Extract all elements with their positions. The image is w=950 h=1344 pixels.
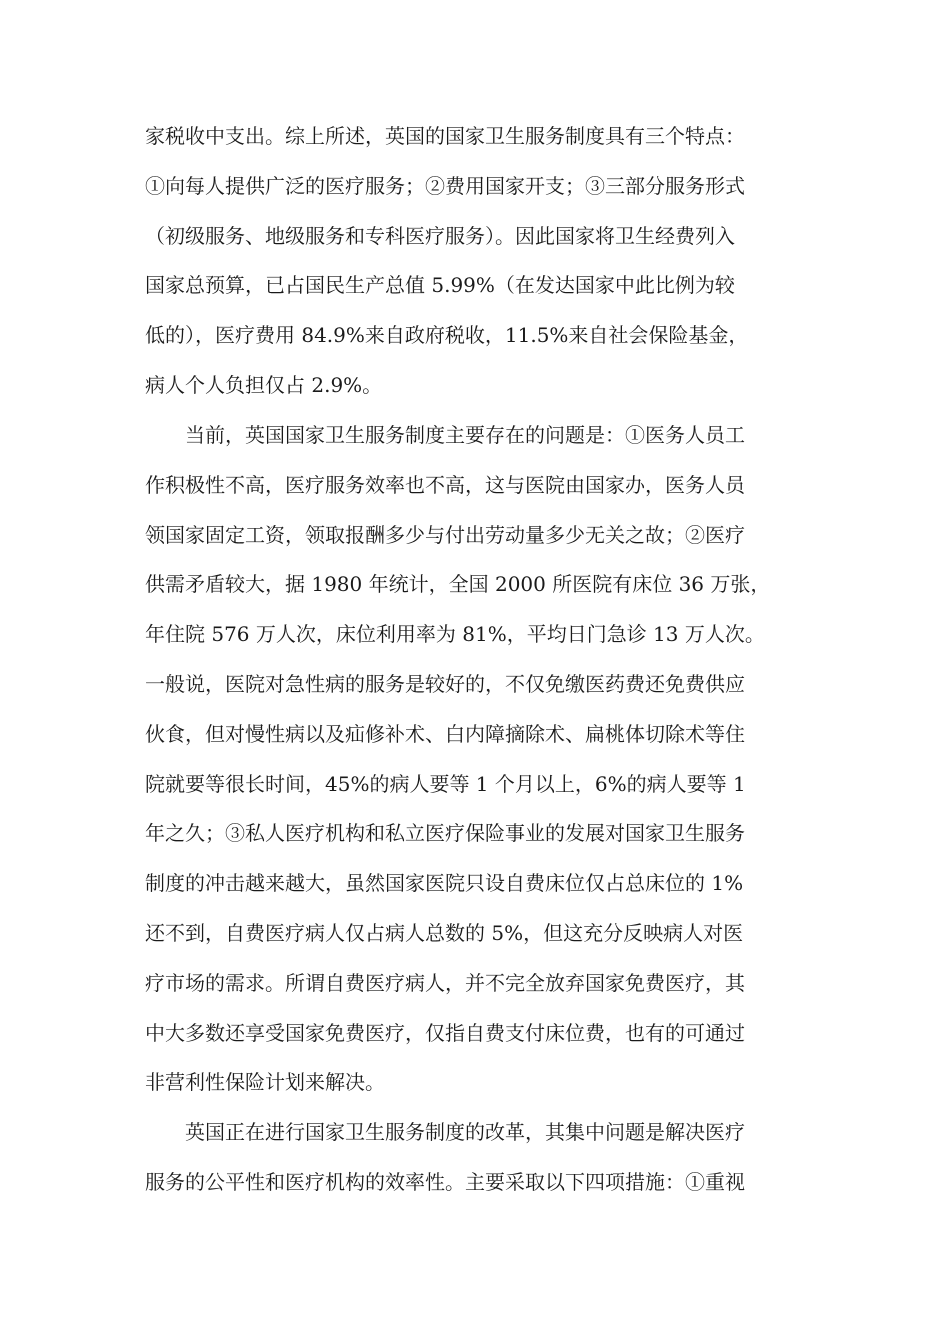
text-line: 制度的冲击越来越大，虽然国家医院只设自费床位仅占总床位的 1% — [145, 871, 744, 896]
text-line: ①向每人提供广泛的医疗服务；②费用国家开支；③三部分服务形式 — [145, 173, 745, 198]
text-line: 中大多数还享受国家免费医疗，仅指自费支付床位费，也有的可通过 — [145, 1020, 745, 1045]
text-line: 非营利性保险计划来解决。 — [145, 1070, 385, 1095]
text-line: 低的），医疗费用 84.9%来自政府税收，11.5%来自社会保险基金， — [145, 323, 749, 348]
paragraph-2 — [145, 411, 825, 1108]
text-line: 年之久；③私人医疗机构和私立医疗保险事业的发展对国家卫生服务 — [145, 821, 745, 846]
text-line: 供需矛盾较大，据 1980 年统计，全国 2000 所医院有床位 36 万张， — [145, 572, 771, 597]
text-line: 伙食，但对慢性病以及疝修补术、白内障摘除术、扁桃体切除术等住 — [145, 721, 745, 746]
text-line: 还不到，自费医疗病人仅占病人总数的 5%，但这充分反映病人对医 — [145, 920, 744, 945]
text-line: 疗市场的需求。所谓自费医疗病人，并不完全放弃国家免费医疗，其 — [145, 970, 745, 995]
text-line: 领国家固定工资，领取报酬多少与付出劳动量多少无关之故；②医疗 — [145, 522, 745, 547]
text-line: （初级服务、地级服务和专科医疗服务）。因此国家将卫生经费列入 — [145, 223, 735, 248]
text-line: 作积极性不高，医疗服务效率也不高，这与医院由国家办，医务人员 — [145, 472, 745, 497]
text-line: 家税收中支出。综上所述，英国的国家卫生服务制度具有三个特点： — [145, 124, 745, 148]
text-line: 当前，英国国家卫生服务制度主要存在的问题是：①医务人员工 — [185, 423, 745, 447]
paragraph-1 — [145, 112, 825, 411]
text-line: 国家总预算，已占国民生产总值 5.99%（在发达国家中此比例为较 — [145, 273, 735, 298]
text-line: 院就要等很长时间，45%的病人要等 1 个月以上，6%的病人要等 1 — [145, 771, 746, 796]
paragraph-3 — [145, 1108, 825, 1208]
text-line: 英国正在进行国家卫生服务制度的改革，其集中问题是解决医疗 — [185, 1120, 745, 1144]
text-line: 一般说，医院对急性病的服务是较好的，不仅免缴医药费还免费供应 — [145, 671, 745, 696]
text-line: 病人个人负担仅占 2.9%。 — [145, 372, 383, 397]
text-line: 年住院 576 万人次，床位利用率为 81%，平均日门急诊 13 万人次。 — [145, 622, 765, 647]
text-line: 服务的公平性和医疗机构的效率性。主要采取以下四项措施：①重视 — [145, 1169, 745, 1194]
